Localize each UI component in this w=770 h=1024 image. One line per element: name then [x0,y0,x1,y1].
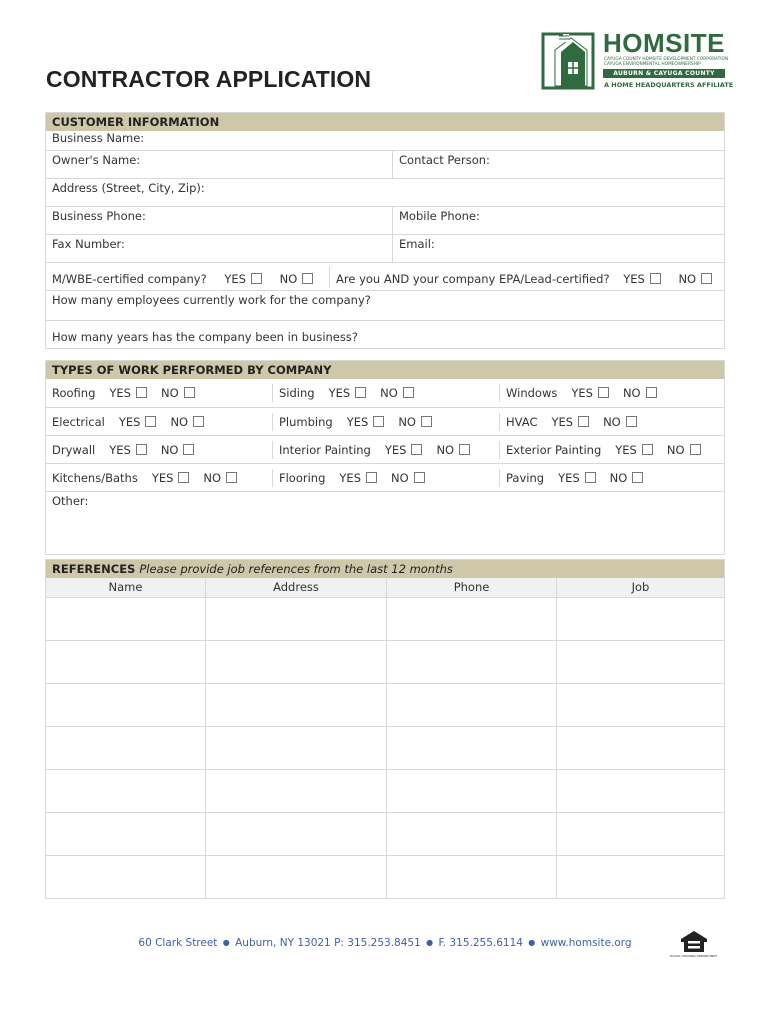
roofing-yes-checkbox[interactable] [136,387,147,398]
reference-name-cell[interactable] [46,813,205,855]
reference-address-cell[interactable] [205,684,386,726]
roofing-no-checkbox[interactable] [184,387,195,398]
reference-phone-cell[interactable] [386,598,556,640]
flooring-yes-checkbox[interactable] [366,472,377,483]
table-row [46,855,724,898]
reference-address-cell[interactable] [205,598,386,640]
table-row [46,640,724,683]
reference-phone-cell[interactable] [386,813,556,855]
column-header-address: Address [205,578,386,597]
windows-no-checkbox[interactable] [646,387,657,398]
epa-question: Are you AND your company EPA/Lead-certified? YES NO [329,266,724,288]
reference-phone-cell[interactable] [386,856,556,898]
kitchens-baths-yes-checkbox[interactable] [178,472,189,483]
owners-name-field[interactable]: Owner's Name: [52,153,141,167]
reference-job-cell[interactable] [556,770,724,812]
work-item-flooring: Flooring YES NO [272,469,499,487]
reference-name-cell[interactable] [46,684,205,726]
references-heading: REFERENCES Please provide job references from the last 12 months [46,560,724,578]
table-row [46,597,724,640]
table-row [46,726,724,769]
epa-yes-checkbox[interactable] [650,273,661,284]
fax-number-field[interactable]: Fax Number: [52,237,125,251]
table-row [46,812,724,855]
reference-job-cell[interactable] [556,641,724,683]
reference-address-cell[interactable] [205,770,386,812]
mwbe-question: M/WBE-certified company? YES NO [46,266,329,288]
reference-phone-cell[interactable] [386,770,556,812]
customer-information-section [45,112,725,349]
work-item-interior-painting: Interior Painting YES NO [272,441,499,459]
exterior-painting-yes-checkbox[interactable] [642,444,653,455]
reference-phone-cell[interactable] [386,727,556,769]
reference-job-cell[interactable] [556,727,724,769]
footer-contact: 60 Clark Street ● Auburn, NY 13021 P: 315.253.8451 ● F. 315.255.6114 ● www.homsite.org [138,937,632,949]
homsite-logo [541,28,734,94]
work-item-windows: Windows YES NO [499,384,724,402]
reference-name-cell[interactable] [46,856,205,898]
customer-information-heading: CUSTOMER INFORMATION [46,113,724,131]
website-link[interactable]: www.homsite.org [540,937,632,949]
reference-phone-cell[interactable] [386,641,556,683]
work-item-exterior-painting: Exterior Painting YES NO [499,441,724,459]
reference-phone-cell[interactable] [386,684,556,726]
references-header-row [46,578,724,597]
flooring-no-checkbox[interactable] [414,472,425,483]
table-row [46,683,724,726]
siding-yes-checkbox[interactable] [355,387,366,398]
years-in-business-field[interactable]: How many years has the company been in business? [52,329,358,344]
reference-job-cell[interactable] [556,684,724,726]
types-of-work-section [45,360,725,555]
reference-name-cell[interactable] [46,641,205,683]
business-phone-field[interactable]: Business Phone: [52,209,146,223]
svg-text:EQUAL HOUSING OPPORTUNITY: EQUAL HOUSING OPPORTUNITY [670,954,718,958]
plumbing-no-checkbox[interactable] [421,416,432,427]
mwbe-no-checkbox[interactable] [302,273,313,284]
logo-tagline: CAYUGA COUNTY HOMSITE DEVELOPMENT CORPORATION CAYUGA ENVIRONMENTAL HOMEOWNERSHIP [604,57,729,68]
business-name-field[interactable]: Business Name: [52,131,145,145]
work-item-electrical: Electrical YES NO [46,413,272,431]
work-item-hvac: HVAC YES NO [499,413,724,431]
interior-painting-yes-checkbox[interactable] [411,444,422,455]
drywall-yes-checkbox[interactable] [136,444,147,455]
column-header-name: Name [108,580,143,594]
reference-address-cell[interactable] [205,641,386,683]
reference-address-cell[interactable] [205,856,386,898]
electrical-yes-checkbox[interactable] [145,416,156,427]
business-name-row [46,131,724,150]
logo-name: HOMSITE [603,28,725,58]
work-item-siding: Siding YES NO [272,384,499,402]
exterior-painting-no-checkbox[interactable] [690,444,701,455]
reference-address-cell[interactable] [205,727,386,769]
siding-no-checkbox[interactable] [403,387,414,398]
paving-no-checkbox[interactable] [632,472,643,483]
kitchens-baths-no-checkbox[interactable] [226,472,237,483]
column-header-job: Job [556,578,724,597]
reference-job-cell[interactable] [556,598,724,640]
hvac-no-checkbox[interactable] [626,416,637,427]
plumbing-yes-checkbox[interactable] [373,416,384,427]
electrical-no-checkbox[interactable] [193,416,204,427]
equal-housing-opportunity-icon [670,930,718,960]
paving-yes-checkbox[interactable] [585,472,596,483]
other-work-field[interactable]: Other: [52,494,89,508]
employees-field[interactable]: How many employees currently work for the company? [52,293,371,307]
work-item-drywall: Drywall YES NO [46,441,272,459]
reference-job-cell[interactable] [556,856,724,898]
references-note: Please provide job references from the last 12 months [139,562,453,576]
email-field[interactable]: Email: [392,235,724,262]
work-item-paving: Paving YES NO [499,469,724,487]
house-icon [541,30,597,90]
types-of-work-heading: TYPES OF WORK PERFORMED BY COMPANY [46,361,724,379]
epa-no-checkbox[interactable] [701,273,712,284]
logo-band: AUBURN & CAYUGA COUNTY [603,69,725,78]
table-row [46,769,724,812]
drywall-no-checkbox[interactable] [183,444,194,455]
reference-name-cell[interactable] [46,727,205,769]
work-item-kitchens-baths: Kitchens/Baths YES NO [46,469,272,487]
mobile-phone-field[interactable]: Mobile Phone: [392,207,724,234]
contact-person-field[interactable]: Contact Person: [392,151,724,178]
work-item-plumbing: Plumbing YES NO [272,413,499,431]
references-section [45,559,725,899]
reference-job-cell[interactable] [556,813,724,855]
reference-name-cell[interactable] [46,770,205,812]
reference-name-cell[interactable] [46,598,205,640]
reference-address-cell[interactable] [205,813,386,855]
hvac-yes-checkbox[interactable] [578,416,589,427]
work-item-roofing: Roofing YES NO [46,384,272,402]
page-title: CONTRACTOR APPLICATION [46,66,372,92]
address-field[interactable]: Address (Street, City, Zip): [52,181,205,195]
windows-yes-checkbox[interactable] [598,387,609,398]
logo-affiliate: A HOME HEADQUARTERS AFFILIATE [604,81,734,89]
column-header-phone: Phone [386,578,556,597]
mwbe-yes-checkbox[interactable] [251,273,262,284]
interior-painting-no-checkbox[interactable] [459,444,470,455]
